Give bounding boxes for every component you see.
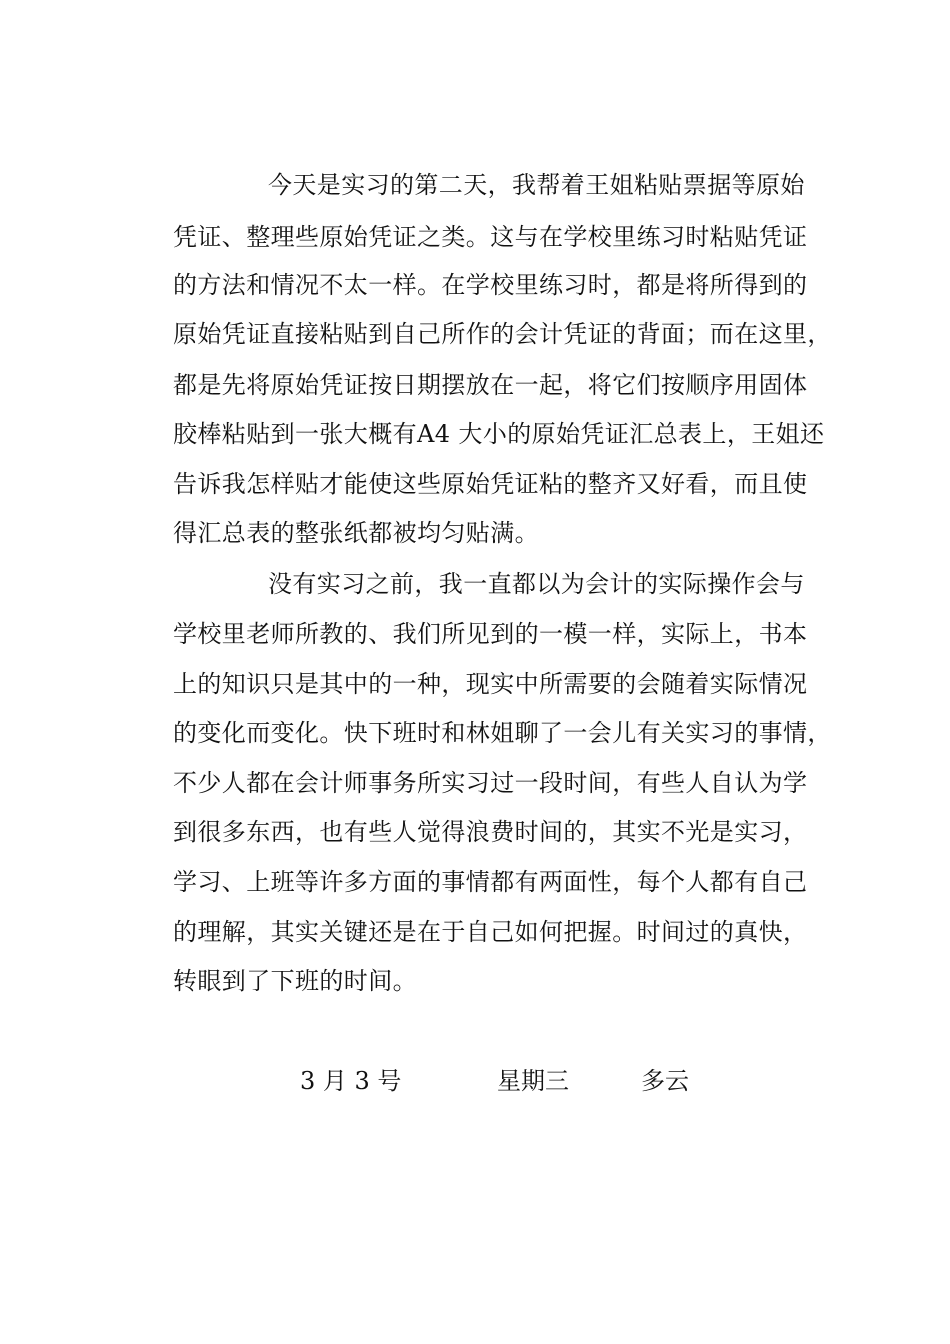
paragraph-line: 转眼到了下班的时间。 bbox=[173, 967, 417, 995]
paragraph-line: 今天是实习的第二天，我帮着王姐粘贴票据等原始 bbox=[268, 171, 805, 199]
paragraph-line: 到很多东西，也有些人觉得浪费时间的，其实不光是实习， bbox=[173, 818, 808, 846]
paragraph-line: 得汇总表的整张纸都被均匀贴满。 bbox=[173, 519, 539, 547]
paragraph-line: 的理解，其实关键还是在于自己如何把握。时间过的真快， bbox=[173, 918, 808, 946]
paragraph-line: 告诉我怎样贴才能使这些原始凭证粘的整齐又好看，而且使 bbox=[173, 470, 808, 498]
entry-date: 3 月 3 号 bbox=[300, 1067, 402, 1095]
paragraph-line: 胶棒粘贴到一张大概有A4 大小的原始凭证汇总表上，王姐还 bbox=[173, 420, 825, 448]
paragraph-line: 不少人都在会计师事务所实习过一段时间，有些人自认为学 bbox=[173, 769, 808, 797]
paragraph-line: 的方法和情况不太一样。在学校里练习时，都是将所得到的 bbox=[173, 271, 808, 299]
paragraph-line: 上的知识只是其中的一种，现实中所需要的会随着实际情况 bbox=[173, 670, 808, 698]
entry-weather: 多云 bbox=[641, 1067, 689, 1095]
diary-entry-header bbox=[0, 1066, 950, 1100]
paragraph-line: 学校里老师所教的、我们所见到的一模一样，实际上，书本 bbox=[173, 620, 808, 648]
paragraph-line: 的变化而变化。快下班时和林姐聊了一会儿有关实习的事情， bbox=[173, 719, 832, 747]
paragraph-line: 没有实习之前，我一直都以为会计的实际操作会与 bbox=[268, 570, 805, 598]
paragraph-line: 原始凭证直接粘贴到自己所作的会计凭证的背面；而在这里， bbox=[173, 320, 832, 348]
paragraph-line: 学习、上班等许多方面的事情都有两面性，每个人都有自己 bbox=[173, 868, 808, 896]
paragraph-line: 都是先将原始凭证按日期摆放在一起，将它们按顺序用固体 bbox=[173, 371, 808, 399]
entry-weekday: 星期三 bbox=[497, 1067, 569, 1095]
paragraph-line: 凭证、整理些原始凭证之类。这与在学校里练习时粘贴凭证 bbox=[173, 223, 808, 251]
